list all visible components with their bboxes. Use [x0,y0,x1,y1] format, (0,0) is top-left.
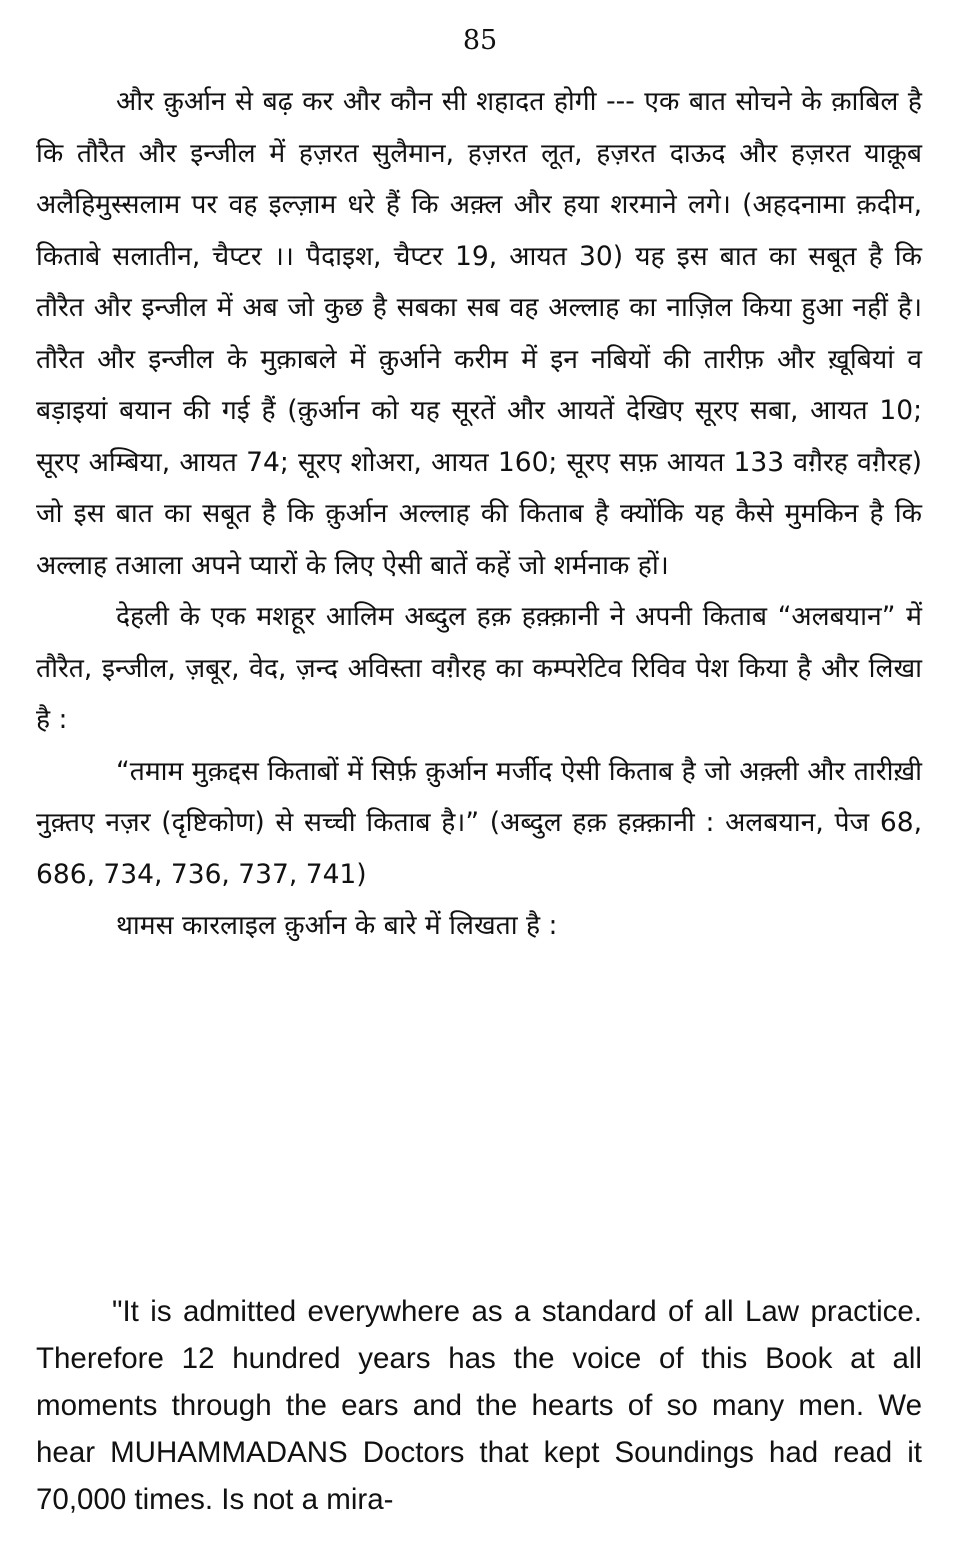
page-number: 85 [462,25,498,56]
paragraph-haqqani-intro: देहली के एक मशहूर आलिम अब्दुल हक़ हक़्क़ानी ने अपनी किताब “अलबयान” में तौरैत, इन्जील, ज़बूर, वेद, ज़न्द अविस्ता वग़ैरह का कम्परेटिव रिविव पेश किया है और लिखा है : [36,601,922,735]
hindi-body-text [36,76,922,952]
paragraph-shahadat: और क़ुर्आन से बढ़ कर और कौन सी शहादत होगी --- एक बात सोचने के क़ाबिल है कि तौरैत और इन्जील में हज़रत सुलैमान, हज़रत लूत, हज़रत दाऊद और हज़रत याक़ूब अलैहिमुस्सलाम पर वह इल्ज़ाम धरे हैं कि अक़्ल और हया शरमाने लगे। (अहदनामा क़दीम, किताबे सलातीन, चैप्टर ।। पैदाइश, चैप्टर 19, आयत 30) यह इस बात का सबूत है कि तौरैत और इन्जील में अब जो कुछ है सबका सब वह अल्लाह का नाज़िल किया हुआ नहीं है। तौरैत और इन्जील के मुक़ाबले में क़ुर्आने करीम में इन नबियों की तारीफ़ और ख़ूबियां व बड़ाइयां बयान की गई हैं (क़ुर्आन को यह सूरतें और आयतें देखिए सूरए सबा, आयत 10; सूरए अम्बिया, आयत 74; सूरए शोअरा, आयत 160; सूरए सफ़ आयत 133 वग़ैरह वग़ैरह) जो इस बात का सबूत है कि क़ुर्आन अल्लाह की किताब है क्योंकि यह कैसे मुमकिन है कि अल्लाह तआला अपने प्यारों के लिए ऐसी बातें कहें जो शर्मनाक हों। [36,86,922,581]
paragraph-haqqani-quote: “तमाम मुक़द्दस किताबों में सिर्फ़ क़ुर्आन मर्जीद ऐसी किताब है जो अक़्ली और तारीख़ी नुक़्तए नज़र (दृष्टिकोण) से सच्ची किताब है।” (अब्दुल हक़ हक़्क़ानी : अलबयान, पेज 68, 686, 734, 736, 737, 741) [36,755,922,890]
paragraph-carlyle-intro: थामस कारलाइल क़ुर्आन के बारे में लिखता है : [116,910,558,941]
english-quote-block [36,1288,922,1523]
carlyle-quote: "It is admitted everywhere as a standard of all Law practice. Therefore 12 hundred years has the voice of this Book at all moments through the ears and the hearts of so many men. We hear MUHAMMADANS Doctors that kept Soundings had read it 70,000 times. Is not a mira- [36,1295,922,1516]
